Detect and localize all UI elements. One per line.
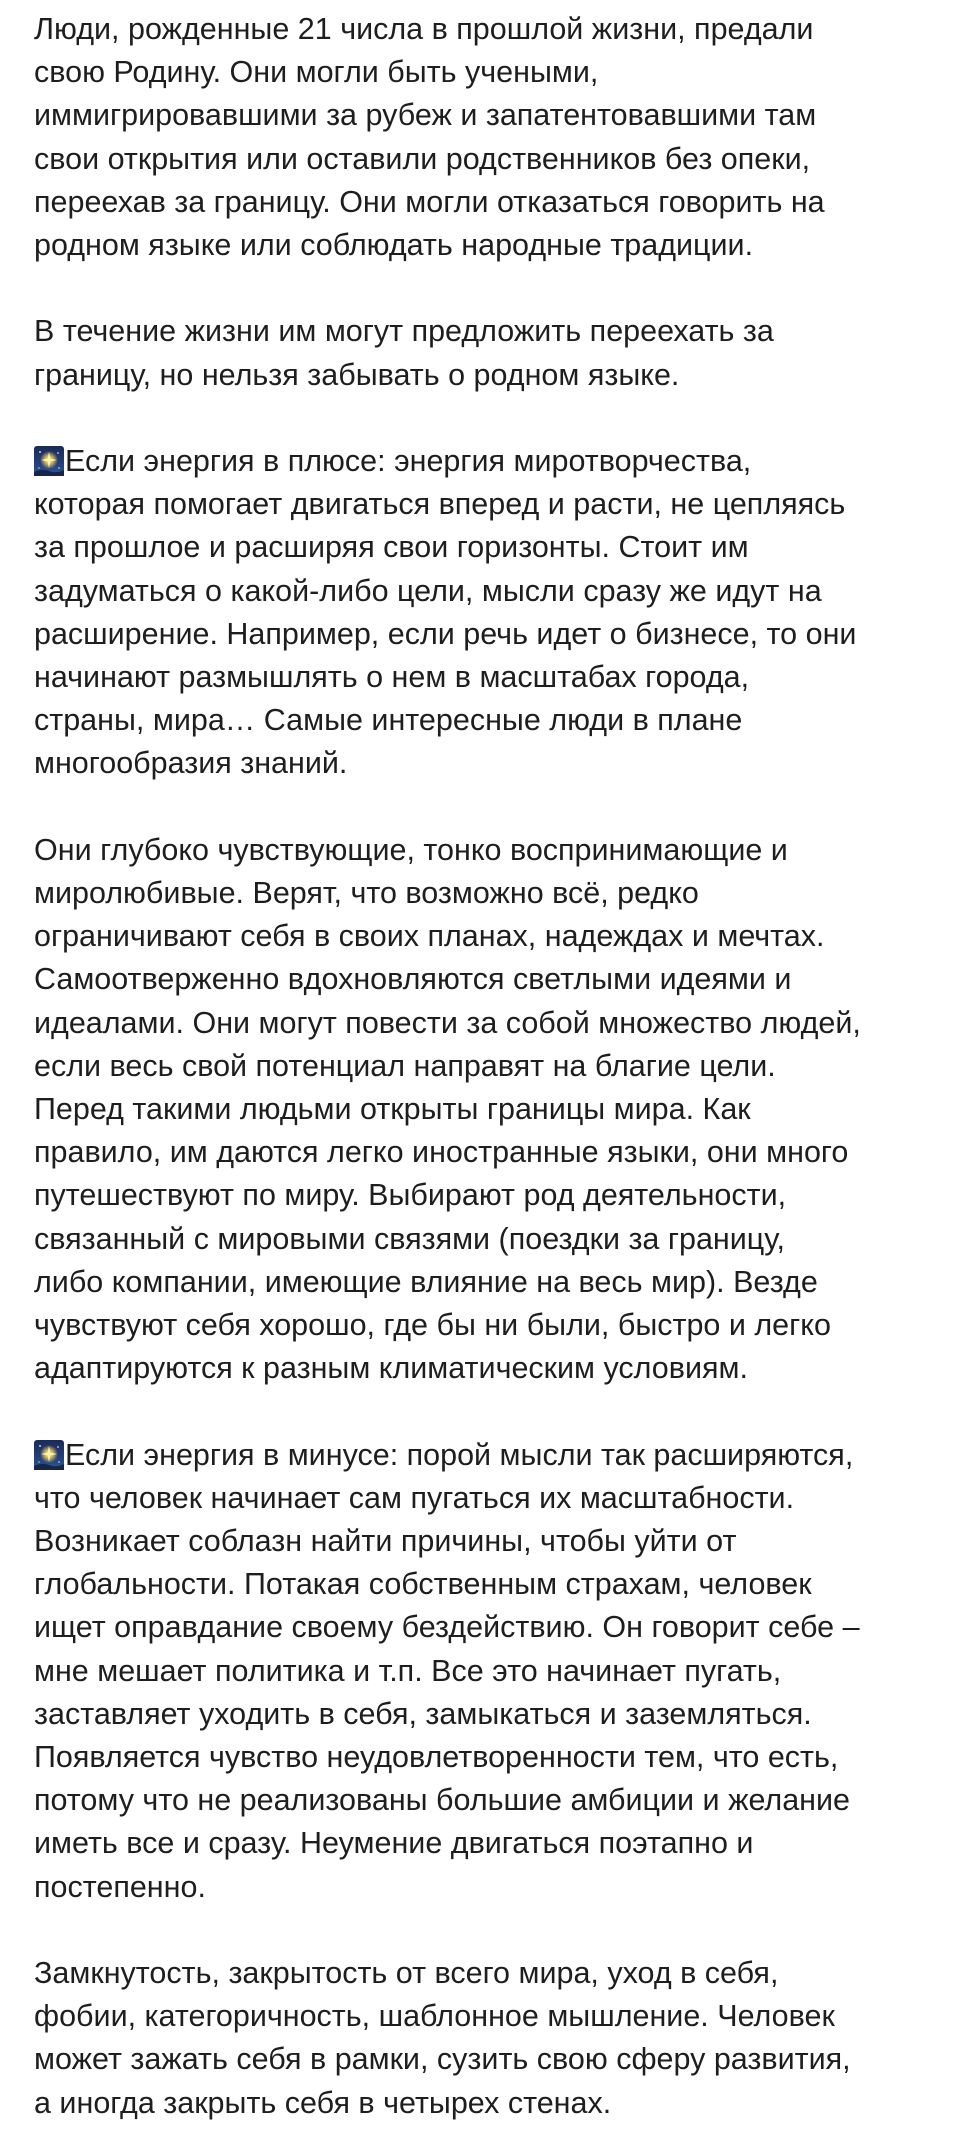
text-line xyxy=(34,570,954,613)
text-line xyxy=(34,224,954,267)
line-text: границу, но нельзя забывать о родном языке. xyxy=(34,357,680,392)
line-text: потому что не реализованы большие амбиции и желание xyxy=(34,1783,851,1818)
text-line xyxy=(34,483,954,526)
text-line xyxy=(34,1045,954,1088)
text-line xyxy=(34,354,954,397)
text-line xyxy=(34,526,954,569)
text-line xyxy=(34,699,954,742)
text-line xyxy=(34,1088,954,1131)
text-line xyxy=(34,1347,954,1390)
text-line xyxy=(34,915,954,958)
text-line xyxy=(34,1174,954,1217)
line-text: задуматься о какой-либо цели, мысли сразу же идут на xyxy=(34,573,822,608)
line-text: Люди, рожденные 21 числа в прошлой жизни, предали xyxy=(34,12,814,46)
line-text: либо компании, имеющие влияние на весь мир). Везде xyxy=(34,1264,818,1299)
line-text: заставляет уходить в себя, замыкаться и заземляться. xyxy=(34,1696,812,1731)
paragraph-spacer xyxy=(34,397,954,440)
text-line xyxy=(34,656,954,699)
text-line xyxy=(34,1606,954,1649)
line-text: ищет оправдание своему бездействию. Он говорит себе – xyxy=(34,1610,860,1645)
text-line xyxy=(34,1002,954,1045)
paragraph-spacer xyxy=(34,1909,954,1952)
paragraph-3 xyxy=(34,440,954,786)
text-line xyxy=(34,51,954,94)
text-line xyxy=(34,1995,954,2038)
paragraph-spacer xyxy=(34,1390,954,1433)
paragraph-spacer xyxy=(34,786,954,829)
paragraph-5 xyxy=(34,1434,954,1909)
text-line xyxy=(34,8,954,51)
text-line xyxy=(34,138,954,181)
line-text: за прошлое и расширяя свои горизонты. Стоит им xyxy=(34,530,749,565)
line-text: В течение жизни им могут предложить переехать за xyxy=(34,314,774,349)
line-text: что человек начинает сам пугаться их масштабности. xyxy=(34,1480,795,1515)
line-text: расширение. Например, если речь идет о бизнесе, то они xyxy=(34,616,857,651)
line-text: Они глубоко чувствующие, тонко воспринимающие и xyxy=(34,832,788,867)
line-text: если весь свой потенциал направят на благие цели. xyxy=(34,1048,776,1083)
line-text: многообразия знаний. xyxy=(34,746,348,781)
text-line xyxy=(34,872,954,915)
line-text: свою Родину. Они могли быть учеными, xyxy=(34,55,599,90)
line-text: иметь все и сразу. Неумение двигаться поэтапно и xyxy=(34,1826,754,1861)
text-line xyxy=(34,1520,954,1563)
line-text: которая помогает двигаться вперед и расти, не цепляясь xyxy=(34,487,846,522)
line-text: может зажать себя в рамки, сузить свою сферу развития, xyxy=(34,2042,851,2077)
night-sky-sparkle-icon xyxy=(34,1440,64,1470)
text-line xyxy=(34,181,954,224)
text-line xyxy=(34,94,954,137)
line-text: чувствуют себя хорошо, где бы ни были, быстро и легко xyxy=(34,1308,831,1343)
text-line xyxy=(34,1434,954,1477)
line-text: фобии, категоричность, шаблонное мышление. Человек xyxy=(34,1999,835,2034)
line-text: а иногда закрыть себя в четырех стенах. xyxy=(34,2085,612,2120)
paragraph-4 xyxy=(34,829,954,1391)
text-line xyxy=(34,1779,954,1822)
line-text: родном языке или соблюдать народные традиции. xyxy=(34,228,754,263)
text-line xyxy=(34,2038,954,2081)
text-line xyxy=(34,1261,954,1304)
text-line xyxy=(34,613,954,656)
text-line xyxy=(34,1477,954,1520)
line-text: Если энергия в минусе: порой мысли так расширяются, xyxy=(65,1437,854,1472)
line-text: переехав за границу. Они могли отказаться говорить на xyxy=(34,184,825,219)
paragraph-1 xyxy=(34,8,954,267)
text-line xyxy=(34,1866,954,1909)
text-line xyxy=(34,829,954,872)
line-text: свои открытия или оставили родственников без опеки, xyxy=(34,141,811,176)
night-sky-sparkle-icon xyxy=(34,446,64,476)
text-line xyxy=(34,742,954,785)
text-line xyxy=(34,1563,954,1606)
line-text: Самоотверженно вдохновляются светлыми идеями и xyxy=(34,962,792,997)
line-text: идеалами. Они могут повести за собой множество людей, xyxy=(34,1005,861,1040)
text-line xyxy=(34,1304,954,1347)
line-text: страны, мира… Самые интересные люди в плане xyxy=(34,703,743,738)
line-text: Перед такими людьми открыты границы мира. Как xyxy=(34,1092,751,1127)
line-text: Возникает соблазн найти причины, чтобы уйти от xyxy=(34,1524,737,1559)
text-line xyxy=(34,1736,954,1779)
text-line xyxy=(34,1952,954,1995)
paragraph-6 xyxy=(34,1952,954,2125)
article-text xyxy=(34,8,954,2125)
line-text: мне мешает политика и т.п. Все это начинает пугать, xyxy=(34,1653,782,1688)
line-text: начинают размышлять о нем в масштабах города, xyxy=(34,660,750,695)
line-text: связанный с мировыми связями (поездки за границу, xyxy=(34,1221,785,1256)
text-line xyxy=(34,1693,954,1736)
text-line xyxy=(34,2082,954,2125)
text-line xyxy=(34,958,954,1001)
text-line xyxy=(34,1822,954,1865)
line-text: Появляется чувство неудовлетворенности тем, что есть, xyxy=(34,1740,839,1775)
line-text: правило, им даются легко иностранные языки, они много xyxy=(34,1135,849,1170)
text-line xyxy=(34,1650,954,1693)
text-line xyxy=(34,310,954,353)
line-text: ограничивают себя в своих планах, надеждах и мечтах. xyxy=(34,919,825,954)
line-text: путешествуют по миру. Выбирают род деятельности, xyxy=(34,1178,787,1213)
text-line xyxy=(34,1131,954,1174)
paragraph-2 xyxy=(34,310,954,396)
text-line xyxy=(34,1218,954,1261)
line-text: Замкнутость, закрытость от всего мира, уход в себя, xyxy=(34,1956,779,1991)
line-text: Если энергия в плюсе: энергия миротворчества, xyxy=(65,444,752,478)
line-text: глобальности. Потакая собственным страхам, человек xyxy=(34,1567,812,1602)
line-text: миролюбивые. Верят, что возможно всё, редко xyxy=(34,876,699,911)
line-text: адаптируются к разным климатическим условиям. xyxy=(34,1351,748,1386)
line-text: постепенно. xyxy=(34,1869,206,1904)
paragraph-spacer xyxy=(34,267,954,310)
line-text: иммигрировавшими за рубеж и запатентовавшими там xyxy=(34,98,817,133)
text-line xyxy=(34,440,954,483)
